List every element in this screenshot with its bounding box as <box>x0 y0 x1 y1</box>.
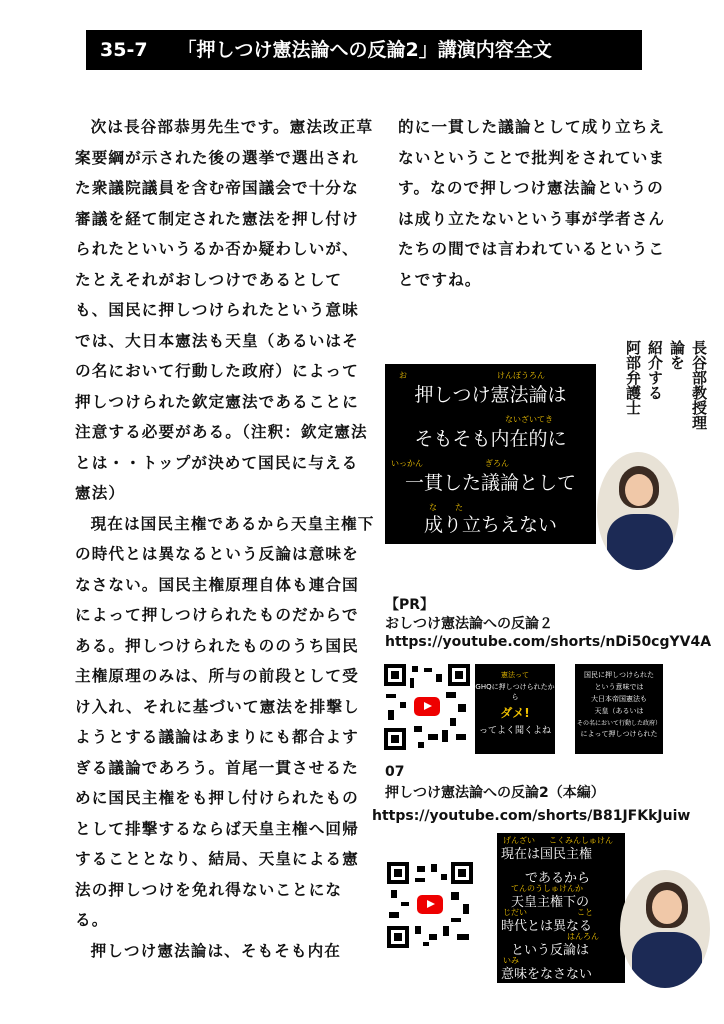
left-column <box>75 112 375 966</box>
slide-line-2: そもそも内在的に <box>414 428 567 450</box>
qr-code-2[interactable] <box>387 862 473 948</box>
video-title-2: 押しつけ憲法論への反論2（本編） <box>385 785 605 801</box>
caption-line-2: 紹介する <box>646 340 664 400</box>
slide2-line-6: 意味をなさない <box>501 967 593 982</box>
video-title-1: おしつけ憲法論への反論２ <box>385 616 553 632</box>
ruby-naizaiteki: ないざいてき <box>505 415 553 424</box>
pr-label: 【PR】 <box>385 597 435 613</box>
ruby-o: お <box>399 371 407 380</box>
ruby2-imi: いみ <box>503 956 519 965</box>
ruby-ikkan: いっかん <box>391 459 423 468</box>
video-number: 07 <box>385 764 405 780</box>
section-number: 35-7 <box>100 39 148 61</box>
thumb2-line-6: によって押しつけられた <box>580 730 658 738</box>
ruby2-jidai: じだい <box>503 908 527 917</box>
thumb2-line-5: その名において行動した政府） <box>576 720 661 727</box>
caption-line-3: 阿部弁護士 <box>624 340 642 415</box>
ruby2-genzai: げんざい <box>503 836 535 845</box>
right-column <box>398 112 676 295</box>
ruby-kenpouron: けんぽうろん <box>497 371 545 380</box>
thumb2-line-4: 天皇（あるいは <box>594 707 644 715</box>
thumb1-line-3: ダメ! <box>500 706 530 720</box>
slide2-line-2: であるから <box>525 871 591 886</box>
paragraph-2: 現在は国民主権であるから天皇主権下の時代とは異なるという反論は意味をなさない。国民主権原理自体も連合国によって押しつけられたものだからである。押しつけられたもののうち国民主権原理のみは、所与の前段として受け入れ、それに基づいて憲法を排撃しようとする議論はあまりにも都合よすぎる議論であろう。首尾一貫させるために国民主権をも押し付けられたものとして排撃するならば天皇主権へ回帰することとなり、結局、天皇による憲法の押しつけを免れ得ないことになる。 <box>75 514 375 929</box>
paragraph-3: 押しつけ憲法論は、そもそも内在 <box>90 941 342 960</box>
youtube-play-icon <box>414 697 440 716</box>
ruby-na: な <box>429 503 437 512</box>
page-title: 「押しつけ憲法論への反論2」講演内容全文 <box>177 39 552 61</box>
slide2-line-4: 時代とは異なる <box>501 919 593 934</box>
slide-line-3: 一貫した議論として <box>404 472 576 494</box>
ruby2-tennoushukenka: てんのうしゅけんか <box>511 884 583 893</box>
video-link-2[interactable]: https://youtube.com/shorts/B81JFKkJuiw <box>372 808 691 824</box>
thumb2-line-1: 国民に押しつけられた <box>584 671 654 679</box>
ruby-ta: た <box>455 503 463 512</box>
slide2-line-1: 現在は国民主権 <box>501 847 593 862</box>
video-thumbnail-1[interactable] <box>475 664 555 754</box>
thumb1-line-1: 憲法って <box>501 671 529 679</box>
video-thumbnail-2[interactable] <box>575 664 663 754</box>
thumb2-line-2: という意味では <box>594 683 644 691</box>
thumb1-line-4: ってよく聞くよね <box>478 726 551 736</box>
slide2-line-3: 天皇主権下の <box>511 895 590 910</box>
ruby2-hanron: はんろん <box>567 932 599 941</box>
slide-line-4: 成り立ちえない <box>423 514 557 536</box>
paragraph-continued: 的に一貫した議論として成り立ちえないということで批判をされています。なので押しつけ憲法論というのは成り立たないという事が学者さんたちの間では言われているということですね。 <box>398 118 666 289</box>
video-link-1[interactable]: https://youtube.com/shorts/nDi50cgYV4A <box>385 634 712 650</box>
ruby2-kokuminshuken: こくみんしゅけん <box>549 836 613 845</box>
youtube-play-icon <box>417 895 443 914</box>
slide2-line-5: という反論は <box>511 943 590 958</box>
caption-line-1: 長谷部教授理論を <box>668 340 708 430</box>
paragraph-1: 次は長谷部恭男先生です。憲法改正草案要綱が示された後の選挙で選出された衆議院議員を含む帝国議会で十分な審議を経て制定された憲法を押し付けられたといいうるか否か疑わしいが、たとえそれがおしつけであるとしても、国民に押しつけられたという意味では、大日本憲法も天皇（あるいはその名において行動した政府）によって押しつけられた欽定憲法であることに注意する必要がある。（注釈：欽定憲法とは・・トップが決めて国民に与える憲法） <box>75 118 374 502</box>
ruby-giron: ぎろん <box>485 459 509 468</box>
speaker-caption <box>622 340 710 440</box>
qr-code-1[interactable] <box>384 664 470 750</box>
speaker-photo-2 <box>620 870 710 988</box>
video-slide-2 <box>497 833 625 983</box>
speaker-photo <box>597 452 679 570</box>
ruby2-koto: こと <box>577 908 593 917</box>
page-header <box>86 30 642 70</box>
thumb1-line-2: GHQに押しつけられたから <box>475 683 555 701</box>
main-slide-image <box>385 364 596 544</box>
thumb2-line-3: 大日本帝国憲法も <box>591 695 647 703</box>
slide-line-1: 押しつけ憲法論は <box>414 384 567 406</box>
